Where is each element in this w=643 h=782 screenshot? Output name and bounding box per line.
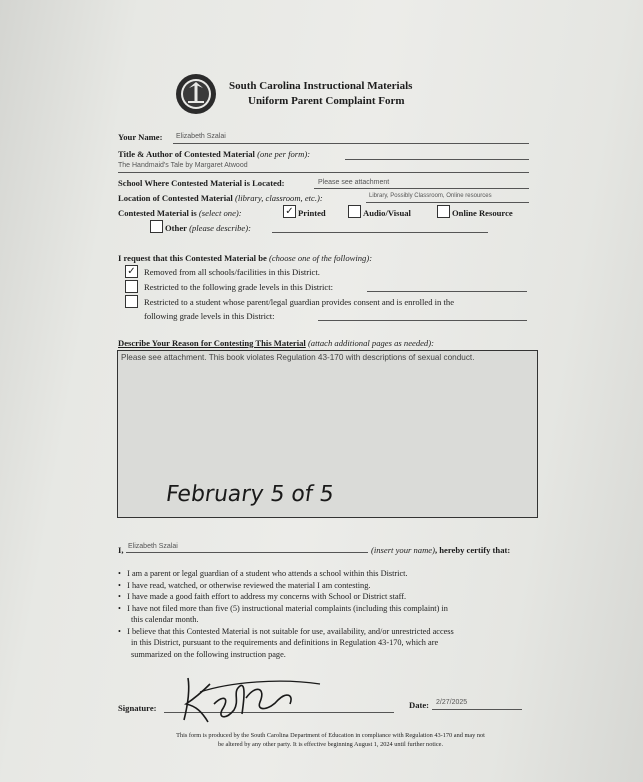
audio-visual-label: Audio/Visual: [363, 208, 411, 218]
form-title-line1: South Carolina Instructional Materials: [229, 80, 413, 92]
certify-bullet-text: I have not filed more than five (5) instructional material complaints (including this complaint) in: [127, 603, 448, 613]
state-seal-icon: [174, 72, 218, 116]
title-author-label: Title & Author of Contested Material: [118, 149, 255, 159]
material-type-label: Contested Material is: [118, 208, 197, 218]
certify-bullet: • I have made a good faith effort to address my concerns with School or District staff.: [118, 592, 407, 601]
title-author-hint: (one per form):: [257, 149, 311, 159]
certify-prefix: I,: [118, 545, 124, 555]
other-checkbox[interactable]: [150, 220, 163, 233]
other-line: [272, 232, 488, 233]
location-label: Location of Contested Material: [118, 193, 233, 203]
request-heading-hint: (choose one of the following):: [268, 253, 373, 263]
name-value[interactable]: Elizabeth Szalai: [176, 133, 226, 140]
online-resource-label: Online Resource: [452, 208, 513, 218]
certify-bullet-text: I have read, watched, or otherwise reviewed the material I am contesting.: [127, 580, 371, 590]
certify-bullet-text: this calendar month.: [131, 615, 199, 624]
printed-label: Printed: [298, 208, 326, 218]
location-label-group: [118, 193, 323, 203]
certify-bullet-text: I am a parent or legal guardian of a student who attends a school within this District.: [127, 569, 408, 578]
reason-heading-hint: (attach additional pages as needed):: [307, 338, 434, 348]
online-resource-checkbox[interactable]: [437, 205, 450, 218]
certify-hint: (insert your name): [371, 545, 435, 555]
signature-label: Signature:: [118, 703, 157, 713]
certify-bullet-list: [118, 568, 548, 660]
material-type-hint: (select one):: [198, 208, 242, 218]
school-label: School Where Contested Material is Located:: [118, 178, 285, 188]
location-line: [366, 202, 529, 203]
title-author-line: [345, 159, 529, 160]
reason-textarea[interactable]: [117, 350, 538, 518]
footer: [118, 731, 543, 749]
printed-checkbox[interactable]: ✓: [283, 205, 296, 218]
audio-visual-checkbox[interactable]: [348, 205, 361, 218]
restricted-consent-label-1: Restricted to a student whose parent/legal guardian provides consent and is enrolled in the: [144, 297, 455, 307]
name-label: Your Name:: [118, 132, 163, 142]
other-label-group: [165, 223, 251, 233]
certify-bullet: • I have not filed more than five (5) instructional material complaints (including this complaint) in: [118, 603, 448, 613]
school-value[interactable]: Please see attachment: [318, 179, 390, 186]
restricted-consent-label-2: following grade levels in this District:: [144, 311, 275, 321]
name-line: [173, 143, 529, 144]
certify-bullet: • I believe that this Contested Material is not suitable for use, availability, and/or unrestricted access: [118, 626, 454, 636]
restricted-grades-line: [367, 291, 527, 292]
title-author-value[interactable]: The Handmaid's Tale by Margaret Atwood: [118, 162, 248, 169]
certify-name-value[interactable]: Elizabeth Szalai: [128, 543, 178, 550]
title-author-line-2: [118, 172, 529, 173]
school-line: [314, 188, 529, 189]
form-title-line2: Uniform Parent Complaint Form: [248, 95, 405, 107]
restricted-grades-label: Restricted to the following grade levels in this District:: [144, 282, 334, 292]
certify-bullet: • I am a parent or legal guardian of a student who attends a school within this District.: [118, 569, 408, 578]
restricted-consent-line: [318, 320, 527, 321]
other-label: Other: [165, 223, 187, 233]
certify-bullet-text: in this District, pursuant to the requirements and definitions in Regulation 43-170, which are: [131, 638, 439, 647]
certify-suffix: , hereby certify that:: [434, 545, 511, 555]
restricted-consent-checkbox[interactable]: [125, 295, 138, 308]
reason-text: Please see attachment. This book violates Regulation 43-170 with descriptions of sexual conduct.: [121, 353, 475, 362]
restricted-grades-checkbox[interactable]: [125, 280, 138, 293]
date-line: [432, 709, 522, 710]
certify-suffix-group: [371, 545, 510, 555]
footer-line-1: This form is produced by the South Carolina Department of Education in compliance with Regulation 43-170 and may not: [176, 732, 485, 739]
certify-bullet-text: I believe that this Contested Material is not suitable for use, availability, and/or unrestricted access: [127, 626, 454, 636]
title-author-label-group: [118, 149, 310, 159]
certify-bullet-continued: [118, 649, 548, 661]
certify-bullet-text: summarized on the following instruction page.: [131, 649, 286, 659]
certify-bullet-continued: [118, 637, 548, 649]
certify-bullet-text: I have made a good faith effort to address my concerns with School or District staff.: [127, 592, 407, 601]
request-heading: I request that this Contested Material be: [118, 253, 267, 263]
date-label: Date:: [409, 700, 430, 710]
footer-line-2: be altered by any other party. It is effective beginning August 1, 2024 until further notice.: [217, 741, 444, 748]
material-type-label-group: [118, 208, 242, 218]
reason-heading: Describe Your Reason for Contesting This Material: [118, 338, 306, 348]
request-heading-group: [118, 253, 372, 263]
certify-bullet: • I have read, watched, or otherwise reviewed the material I am contesting.: [118, 580, 371, 590]
certify-name-line: [126, 552, 368, 553]
date-value[interactable]: 2/27/2025: [436, 699, 468, 706]
removed-checkbox[interactable]: ✓: [125, 265, 138, 278]
signature-scribble-icon[interactable]: [170, 670, 340, 726]
reason-heading-group: [118, 338, 434, 348]
removed-label: Removed from all schools/facilities in this District.: [144, 267, 320, 277]
location-hint: (library, classroom, etc.):: [234, 193, 323, 203]
reason-handwritten-note: February 5 of 5: [164, 482, 336, 507]
other-hint: (please describe):: [189, 223, 251, 233]
location-value[interactable]: Library, Possibly Classroom, Online resources: [369, 193, 492, 199]
certify-bullet-continued: [118, 614, 548, 626]
